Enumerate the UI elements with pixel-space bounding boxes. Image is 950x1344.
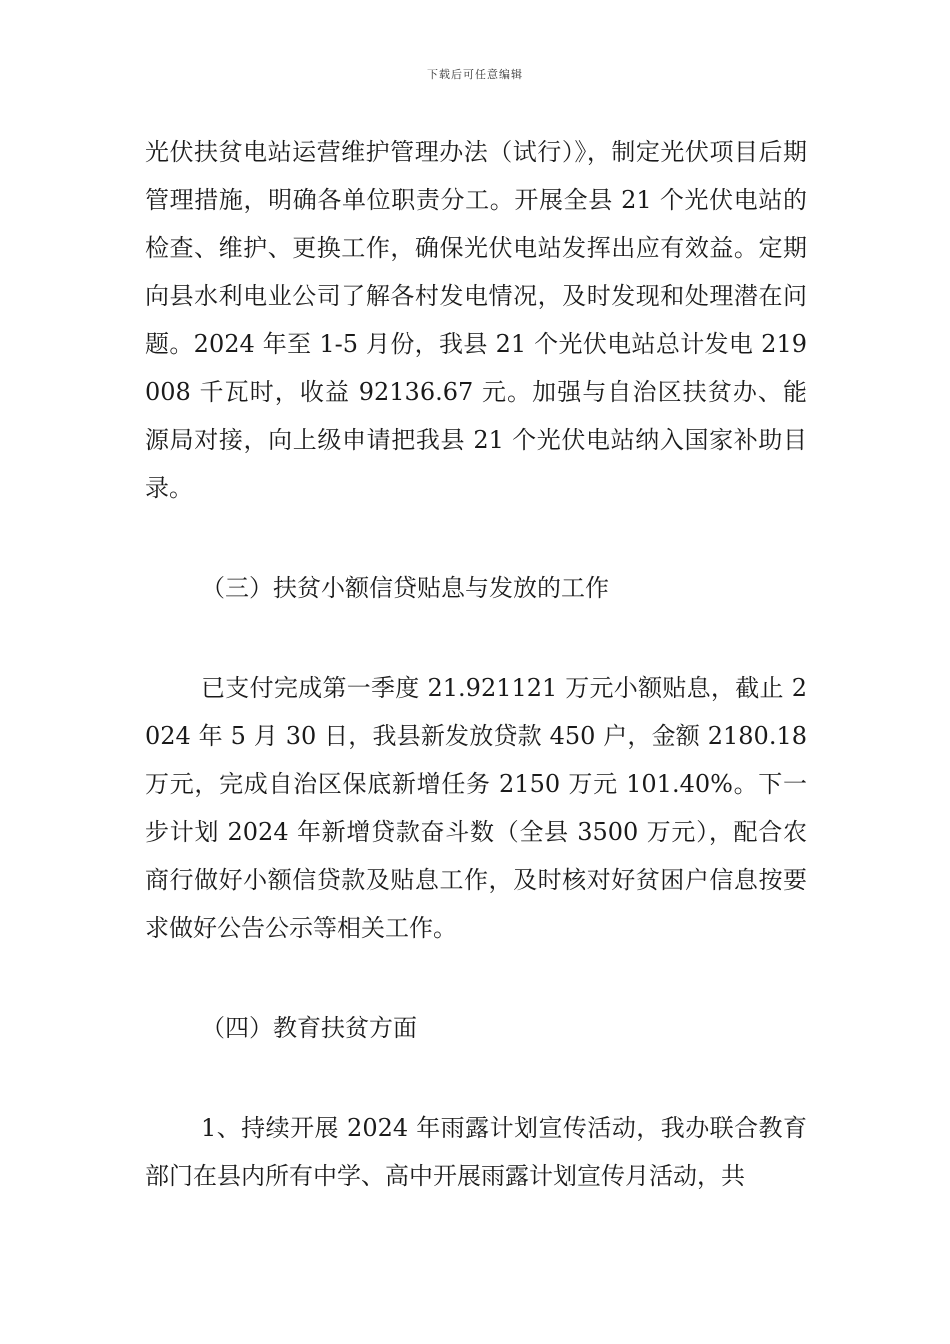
paragraph-education: 1、持续开展 2024 年雨露计划宣传活动，我办联合教育部门在县内所有中学、高中开展雨露计划宣传月活动，共 xyxy=(145,1114,807,1190)
section-heading-education: （四）教育扶贫方面 xyxy=(201,1014,417,1042)
header-note: 下载后可任意编辑 xyxy=(427,68,523,81)
section-heading-microcredit: （三）扶贫小额信贷贴息与发放的工作 xyxy=(201,574,609,602)
paragraph-photovoltaic: 光伏扶贫电站运营维护管理办法（试行）》，制定光伏项目后期管理措施，明确各单位职责分工。开展全县 21 个光伏电站的检查、维护、更换工作，确保光伏电站发挥出应有效益。定期向县水利电业公司了解各村发电情况，及时发现和处理潜在问题。2024 年至 1-5 月份，我县 21 个光伏电站总计发电 219008 千瓦时，收益 92136.67 元。加强与自治区扶贫办、能源局对接，向上级申请把我县 21 个光伏电站纳入国家补助目录。 xyxy=(145,138,807,502)
paragraph-microcredit: 已支付完成第一季度 21.921121 万元小额贴息，截止 2024 年 5 月 30 日，我县新发放贷款 450 户，金额 2180.18 万元，完成自治区保底新增任务 2150 万元 101.40%。下一步计划 2024 年新增贷款奋斗数（全县 3500 万元），配合农商行做好小额信贷款及贴息工作，及时核对好贫困户信息按要求做好公告公示等相关工作。 xyxy=(145,674,807,942)
document-body xyxy=(145,128,807,1200)
